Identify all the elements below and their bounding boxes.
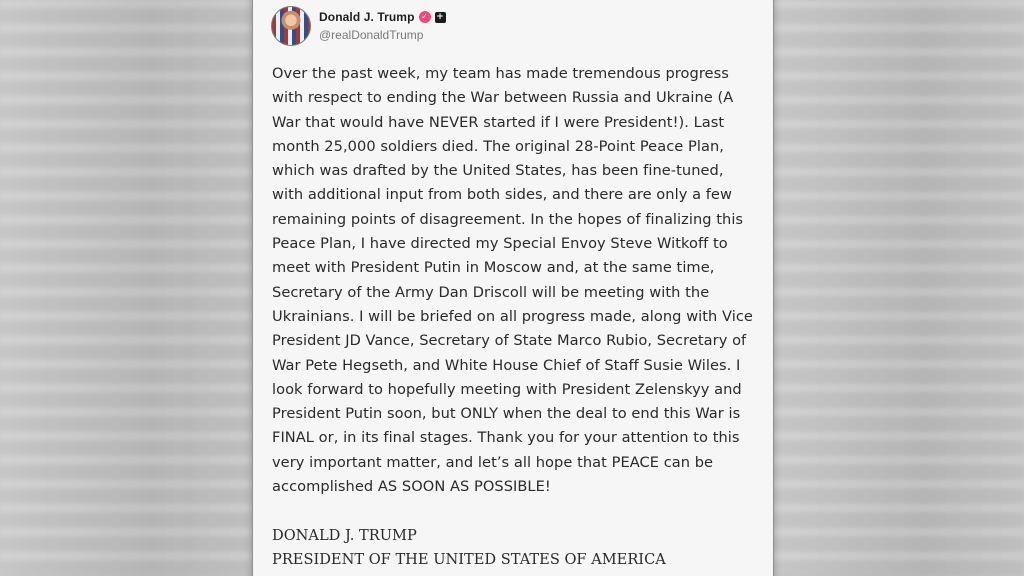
left-blurred-background bbox=[0, 0, 252, 576]
user-meta bbox=[319, 9, 446, 42]
plus-icon[interactable]: + bbox=[436, 11, 444, 22]
display-name[interactable]: Donald J. Trump bbox=[319, 10, 415, 24]
social-post-card bbox=[252, 0, 774, 576]
right-blurred-background bbox=[772, 0, 1024, 576]
user-handle[interactable]: @realDonaldTrump bbox=[319, 28, 424, 42]
post-body: Over the past week, my team has made tremendous progress with respect to ending the War between Russia and Ukraine (A War that would have NEVER started if I were President!). Last month 25,000 soldiers died. The original 28-Point Peace Plan, which was drafted by the United States, has been fine-tuned, with additional input from both sides, and there are only a few remaining points of disagreement. In the hopes of finalizing this Peace Plan, I have directed my Special Envoy Steve Witkoff to meet with President Putin in Moscow and, at the same time, Secretary of the Army Dan Driscoll will be meeting with the Ukrainians. I will be briefed on all progress made, along with Vice President JD Vance, Secretary of State Marco Rubio, Secretary of War Pete Hegseth, and White House Chief of Staff Susie Wiles. I look forward to hopefully meeting with President Zelenskyy and President Putin soon, but ONLY when the deal to end this War is FINAL or, in its final stages. Thank you for your attention to this very important matter, and let’s all hope that PEACE can be accomplished AS SOON AS POSSIBLE! bbox=[272, 65, 753, 496]
signature-name: DONALD J. TRUMP bbox=[272, 527, 417, 544]
post-signature bbox=[272, 524, 766, 572]
name-row bbox=[319, 9, 446, 25]
verified-check-icon: ✓ bbox=[419, 11, 431, 23]
signature-title: PRESIDENT OF THE UNITED STATES OF AMERICA bbox=[272, 551, 666, 568]
profile-avatar[interactable] bbox=[271, 6, 311, 46]
post-header bbox=[271, 6, 751, 46]
